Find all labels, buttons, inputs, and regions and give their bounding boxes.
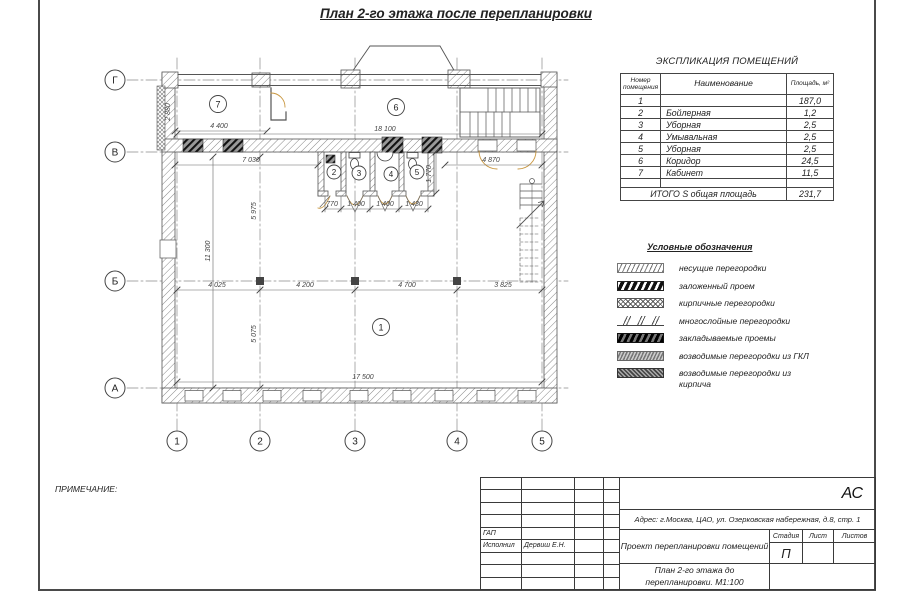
explication-title: ЭКСПЛИКАЦИЯ ПОМЕЩЕНИЙ: [655, 56, 799, 67]
legend-item: [617, 351, 857, 362]
cell-area: 2,5: [787, 119, 834, 131]
room-number: 7: [215, 99, 221, 110]
table-row: [621, 95, 834, 107]
room-number: 2: [331, 168, 337, 177]
cell-name: Бойлерная: [661, 107, 787, 119]
cell-num: 3: [621, 119, 661, 131]
legend-title: Условные обозначения: [647, 242, 753, 252]
legend-item: [617, 368, 857, 390]
cell-area: 187,0: [787, 95, 834, 107]
table-row: [621, 167, 834, 179]
total-value: 231,7: [787, 188, 834, 201]
walls: [162, 70, 557, 403]
sheet-label: Лист: [803, 530, 834, 543]
col-header-name: Наименование: [661, 74, 787, 95]
hatch-swatch-multilayer: [617, 316, 664, 326]
hatch-swatch-new-brick-partition: [617, 368, 664, 378]
dim-label: 7 030: [242, 157, 260, 164]
cell-num: 6: [621, 155, 661, 167]
legend-label: несущие перегородки: [679, 263, 767, 273]
cell-num: 1: [621, 95, 661, 107]
explication-panel: [620, 56, 834, 201]
toilet-tank: [407, 153, 418, 159]
staircase-upper: [460, 88, 540, 137]
executor-label: Исполнил: [481, 540, 522, 551]
legend-item: [617, 298, 857, 309]
cell-area: 2,5: [787, 131, 834, 143]
dim-label: 5 975: [251, 202, 258, 220]
room-number: 6: [393, 102, 399, 113]
sheets-label: Листов: [834, 530, 875, 543]
dim-label: 770: [326, 201, 338, 208]
table-row: [621, 131, 834, 143]
cell-area: 24,5: [787, 155, 834, 167]
cell-name: Кабинет: [661, 167, 787, 179]
legend-label: многослойные перегородки: [679, 315, 791, 326]
dim-label: 4 700: [398, 282, 416, 289]
cell-num: 4: [621, 131, 661, 143]
room-number: 5: [414, 168, 420, 177]
room-number: 3: [356, 169, 362, 178]
legend-label: закладываемые проемы: [679, 333, 776, 344]
dim-label: 4 870: [482, 157, 500, 164]
title-block: [480, 477, 876, 590]
total-label: ИТОГО S общая площадь: [621, 188, 787, 201]
cell-area: 1,2: [787, 107, 834, 119]
sheet-frame-left: [38, 0, 40, 591]
legend-label: кирпичные перегородки: [679, 298, 775, 309]
axis-row-label: Г: [112, 75, 118, 87]
legend-item: [617, 281, 857, 292]
gap-label: ГАП: [481, 528, 522, 539]
table-row: [621, 119, 834, 131]
drawing-title: План 2-го этажа после перепланировки: [320, 6, 592, 21]
legend-label: возводимые перегородки из ГКЛ: [679, 350, 809, 361]
document-code: АС: [620, 478, 875, 510]
dim-label: 2 880: [165, 103, 172, 121]
brick-wall-strip: [157, 86, 165, 150]
stage-label: Стадия: [770, 530, 803, 543]
hatch-swatch-brick: [617, 298, 664, 308]
legend-panel: [617, 242, 857, 397]
cell-area: 2,5: [787, 143, 834, 155]
sink: [377, 153, 393, 162]
axis-col-label: 4: [454, 436, 460, 448]
dim-label: 3 825: [494, 282, 512, 289]
legend-item: [617, 263, 857, 274]
cell-num: 2: [621, 107, 661, 119]
table-total-row: [621, 188, 834, 201]
col-header-number: Номер помещения: [621, 74, 661, 95]
explication-table: [620, 73, 834, 201]
cell-area: 11,5: [787, 167, 834, 179]
hatch-swatch-filled-opening: [617, 281, 664, 291]
dim-label: 1 770: [426, 165, 433, 183]
legend-item: [617, 316, 857, 327]
legend-item: [617, 333, 857, 344]
object-address: Адрес: г.Москва, ЦАО, ул. Озерковская набережная, д.8, стр. 1: [620, 510, 875, 530]
drawing-name: План 2-го этажа до перепланировки. М1:100: [620, 564, 770, 589]
project-name: Проект перепланировки помещений: [620, 530, 770, 563]
col-header-area: Площадь, м²: [787, 74, 834, 95]
canopy-outline: [352, 46, 455, 72]
cell-name: Уборная: [661, 119, 787, 131]
title-block-main: [620, 478, 875, 589]
cell-name: [661, 95, 787, 107]
cell-num: 5: [621, 143, 661, 155]
cell-num: 7: [621, 167, 661, 179]
dim-label: 1 400: [376, 201, 394, 208]
axis-row-label: Б: [111, 276, 119, 288]
axis-row-label: А: [111, 383, 119, 395]
title-block-signatures: [481, 478, 620, 589]
hatch-swatch-bearing: [617, 263, 664, 273]
dim-label: 5 075: [251, 325, 258, 343]
stage-value: П: [770, 543, 803, 563]
dim-label: 11 300: [205, 240, 212, 262]
table-spacer-row: [621, 179, 834, 188]
cell-name: Уборная: [661, 143, 787, 155]
dim-label: 1 400: [347, 201, 365, 208]
sheets-value: [834, 543, 875, 563]
legend-label: возводимые перегородки из кирпича: [679, 368, 792, 390]
axis-col-label: 3: [352, 436, 358, 448]
hatch-swatch-openings-to-fill: [617, 333, 664, 343]
legend-label: заложенный проем: [679, 280, 755, 291]
table-row: [621, 107, 834, 119]
executor-name: Дервиш Е.Н.: [522, 540, 575, 551]
approval-cell: [770, 564, 875, 589]
hatch-swatch-gkl-partition: [617, 351, 664, 361]
axis-col-label: 1: [174, 436, 180, 448]
axis-row-label: В: [111, 147, 119, 159]
cell-name: Умывальная: [661, 131, 787, 143]
dim-label: 4 400: [210, 123, 228, 130]
dim-label: 4 200: [296, 282, 314, 289]
room-number: 4: [388, 170, 394, 179]
stage-grid: [770, 530, 875, 563]
room-numbers: [215, 100, 419, 333]
boiler-unit: [326, 155, 335, 163]
axis-col-label: 5: [539, 436, 545, 448]
table-row: [621, 143, 834, 155]
windows: [160, 240, 536, 401]
cell-name: Коридор: [661, 155, 787, 167]
table-row: [621, 155, 834, 167]
dim-label: 4 025: [208, 282, 226, 289]
sheet-value: [803, 543, 834, 563]
dim-label: 1 430: [405, 201, 423, 208]
axis-col-label: 2: [257, 436, 263, 448]
dim-label: 17 500: [352, 374, 374, 381]
note-label: ПРИМЕЧАНИЕ:: [55, 484, 118, 494]
toilet-tank: [349, 153, 360, 159]
floor-plan: [100, 40, 600, 460]
dim-label: 18 100: [374, 126, 396, 133]
staircase-right: [517, 179, 544, 283]
room-number: 1: [378, 322, 384, 333]
